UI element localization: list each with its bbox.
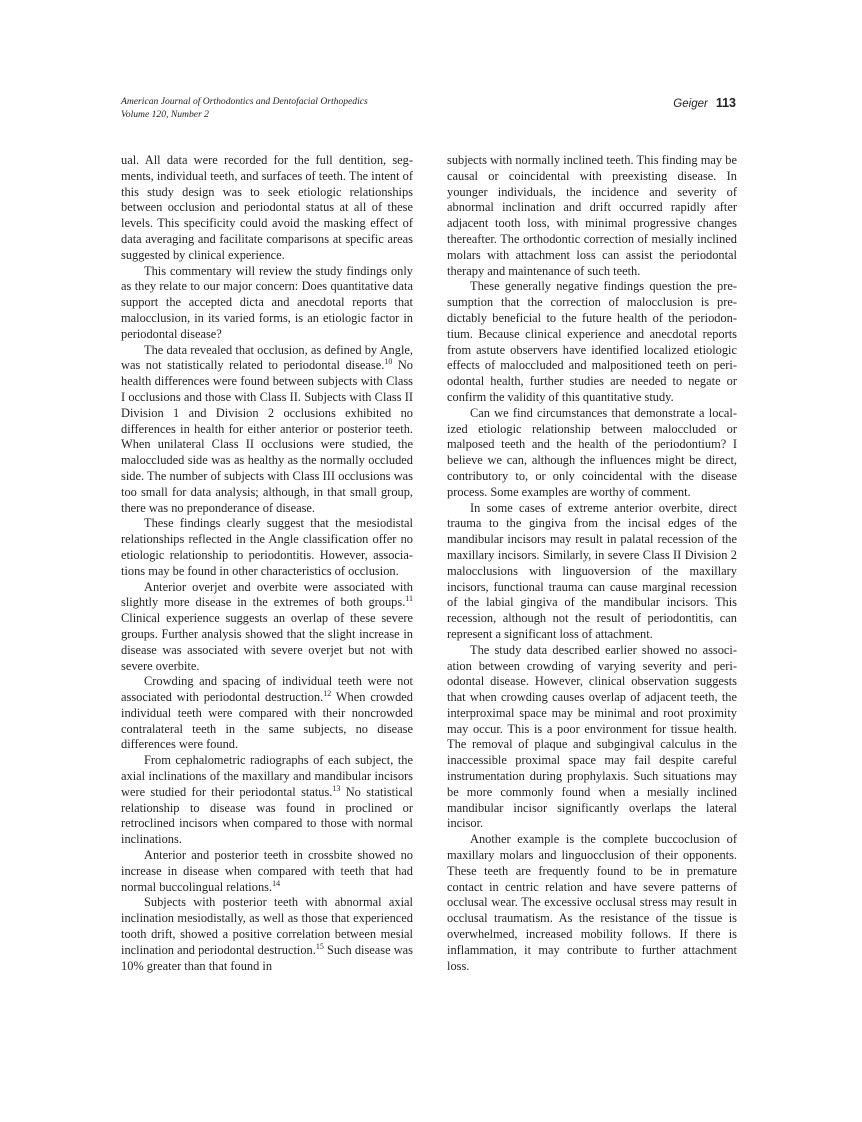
page-header-right bbox=[673, 96, 736, 111]
paragraph: The data revealed that occlusion, as defined by Angle, was not statistically related to periodontal disease.$^{10}$ No health differences were found between subjects with Class I occlusions and those with Class II. Subjects with Class II Division 1 and Division 2 occlusions exhibited no differences in health for either anterior or posterior teeth. When unilateral Class II occlusions were studied, the maloccluded side was as healthy as the normally occluded side. The number of subjects with Class III occlusions was too small for data analysis; although, in that small group, there was no preponderance of disease. bbox=[121, 342, 413, 515]
left-column bbox=[121, 153, 413, 974]
journal-info bbox=[121, 96, 736, 121]
paragraph: Another example is the complete buccoclusion of maxillary molars and linguocclusion of their opponents. These teeth are frequently found to be in premature contact in centric relation and have severe patterns of occlusal wear. The excessive occlusal stress may result in occlusal traumatism. As the resistance of the tissue is overwhelmed, increased mobility follows. If there is inflammation, it may contribute to further attachment loss. bbox=[447, 832, 737, 973]
paragraph: Subjects with posterior teeth with abnormal axial inclination mesiodistally, as well as those that experienced tooth drift, showed a positive correlation between mesial inclination and periodontal destruction.$^{15}$ Such disease was 10% greater than that found in bbox=[121, 895, 414, 973]
paragraph: This commentary will review the study findings only as they relate to our major concern: Does quantitative data support the accepted dicta and anecdotal reports that malocclusion, in its varied forms, is an etiologic factor in periodontal disease? bbox=[121, 263, 413, 341]
reference-12: 12 bbox=[323, 689, 332, 699]
running-head bbox=[121, 96, 736, 121]
paragraph: ual. All data were recorded for the full dentition, segments, individual teeth, and surfaces of teeth. The intent of this study design was to seek etiologic relationships between occlusion and periodontal status at all of these levels. This specificity could avoid the masking effect of data averaging and facilitate comparisons at specific areas suggested by clinical experience. bbox=[121, 153, 413, 262]
right-column bbox=[447, 153, 737, 974]
reference-15: 15 bbox=[315, 941, 324, 951]
page-number: 113 bbox=[715, 96, 736, 110]
paragraph: These generally negative findings question the presumption that the correction of malocclusion is predictably beneficial to the future health of the periodontium. Because clinical experience and anecdotal reports from astute observers have identified localized etiologic effects of maloccluded and malpositioned teeth on periodontal health, further studies are needed to negate or confirm the validity of this quantitative study. bbox=[447, 279, 737, 404]
paragraph: In some cases of extreme anterior overbite, direct trauma to the gingiva from the incisal edges of the mandibular incisors may result in palatal recession of the maxillary incisors. Similarly, in severe Class II Division 2 malocclusions with linguoversion of the maxillary incisors, functional trauma can cause marginal recession of the labial gingiva of the mandibular incisors. This recession, although not the result of periodontitis, can represent a significant loss of attachment. bbox=[447, 500, 737, 641]
paragraph: Anterior overjet and overbite were associated with slightly more disease in the extremes of both groups.$^{11}$ Clinical experience suggests an overlap of these severe groups. Further analysis showed that the slight increase in disease was associated with severe overjet but not with severe overbite. bbox=[121, 579, 413, 673]
paragraph: Crowding and spacing of individual teeth were not associated with periodontal destruction.$^{12}$ When crowded individual teeth were compared with their noncrowded contralateral teeth in the same subjects, no disease differences were found. bbox=[121, 674, 414, 752]
paragraph: These findings clearly suggest that the mesiodistal relationships reflected in the Angle classification offer no etiologic relationship to periodontitis. However, associations may be found in other characteristics of occlusion. bbox=[121, 516, 413, 578]
paragraph: From cephalometric radiographs of each subject, the axial inclinations of the maxillary and mandibular incisors were studied for their periodontal status.$^{13}$ No statistical relationship to disease was found in proclined or retroclined incisors when compared to those with normal inclinations. bbox=[121, 753, 413, 847]
journal-volume: Volume 120, Number 2 bbox=[121, 108, 209, 120]
author-name: Geiger bbox=[673, 98, 708, 110]
paragraph: The study data described earlier showed no association between crowding of varying severity and periodontal disease. However, clinical observation suggests that when crowding causes overlap of adjacent teeth, the interproximal space may be minimal and root proximity may occur. This is a poor environment for tissue health. The removal of plaque and subgingival calculus in the inaccessible proximal space may fail despite careful instrumentation during prophylaxis. Such situations may be more commonly found when a mesially inclined mandibular incisor significantly overlaps the lateral incisor. bbox=[447, 642, 737, 831]
reference-14: 14 bbox=[272, 878, 281, 888]
journal-title: American Journal of Orthodontics and Dentofacial Orthopedics bbox=[121, 96, 368, 107]
reference-13: 13 bbox=[332, 783, 341, 793]
reference-11: 11 bbox=[405, 594, 413, 604]
paragraph: subjects with normally inclined teeth. This finding may be causal or coincidental with preexisting disease. In younger individuals, the incidence and severity of abnormal inclination and drift occurred rapidly after adjacent tooth loss, with minimal progressive changes thereafter. The orthodontic correction of mesially inclined molars with attachment loss can assist the periodontal therapy and maintenance of such teeth. bbox=[447, 153, 737, 278]
paragraph: Anterior and posterior teeth in crossbite showed no increase in disease when compared with teeth that had normal buccolingual relations.$^{14}$ bbox=[121, 848, 413, 894]
reference-10: 10 bbox=[384, 357, 393, 367]
paragraph: Can we find circumstances that demonstrate a localized etiologic relationship between maloccluded or malposed teeth and the health of the periodontium? I believe we can, although the influences might be direct, contributory to, or only coincidental with the disease process. Some examples are worthy of comment. bbox=[447, 405, 737, 499]
